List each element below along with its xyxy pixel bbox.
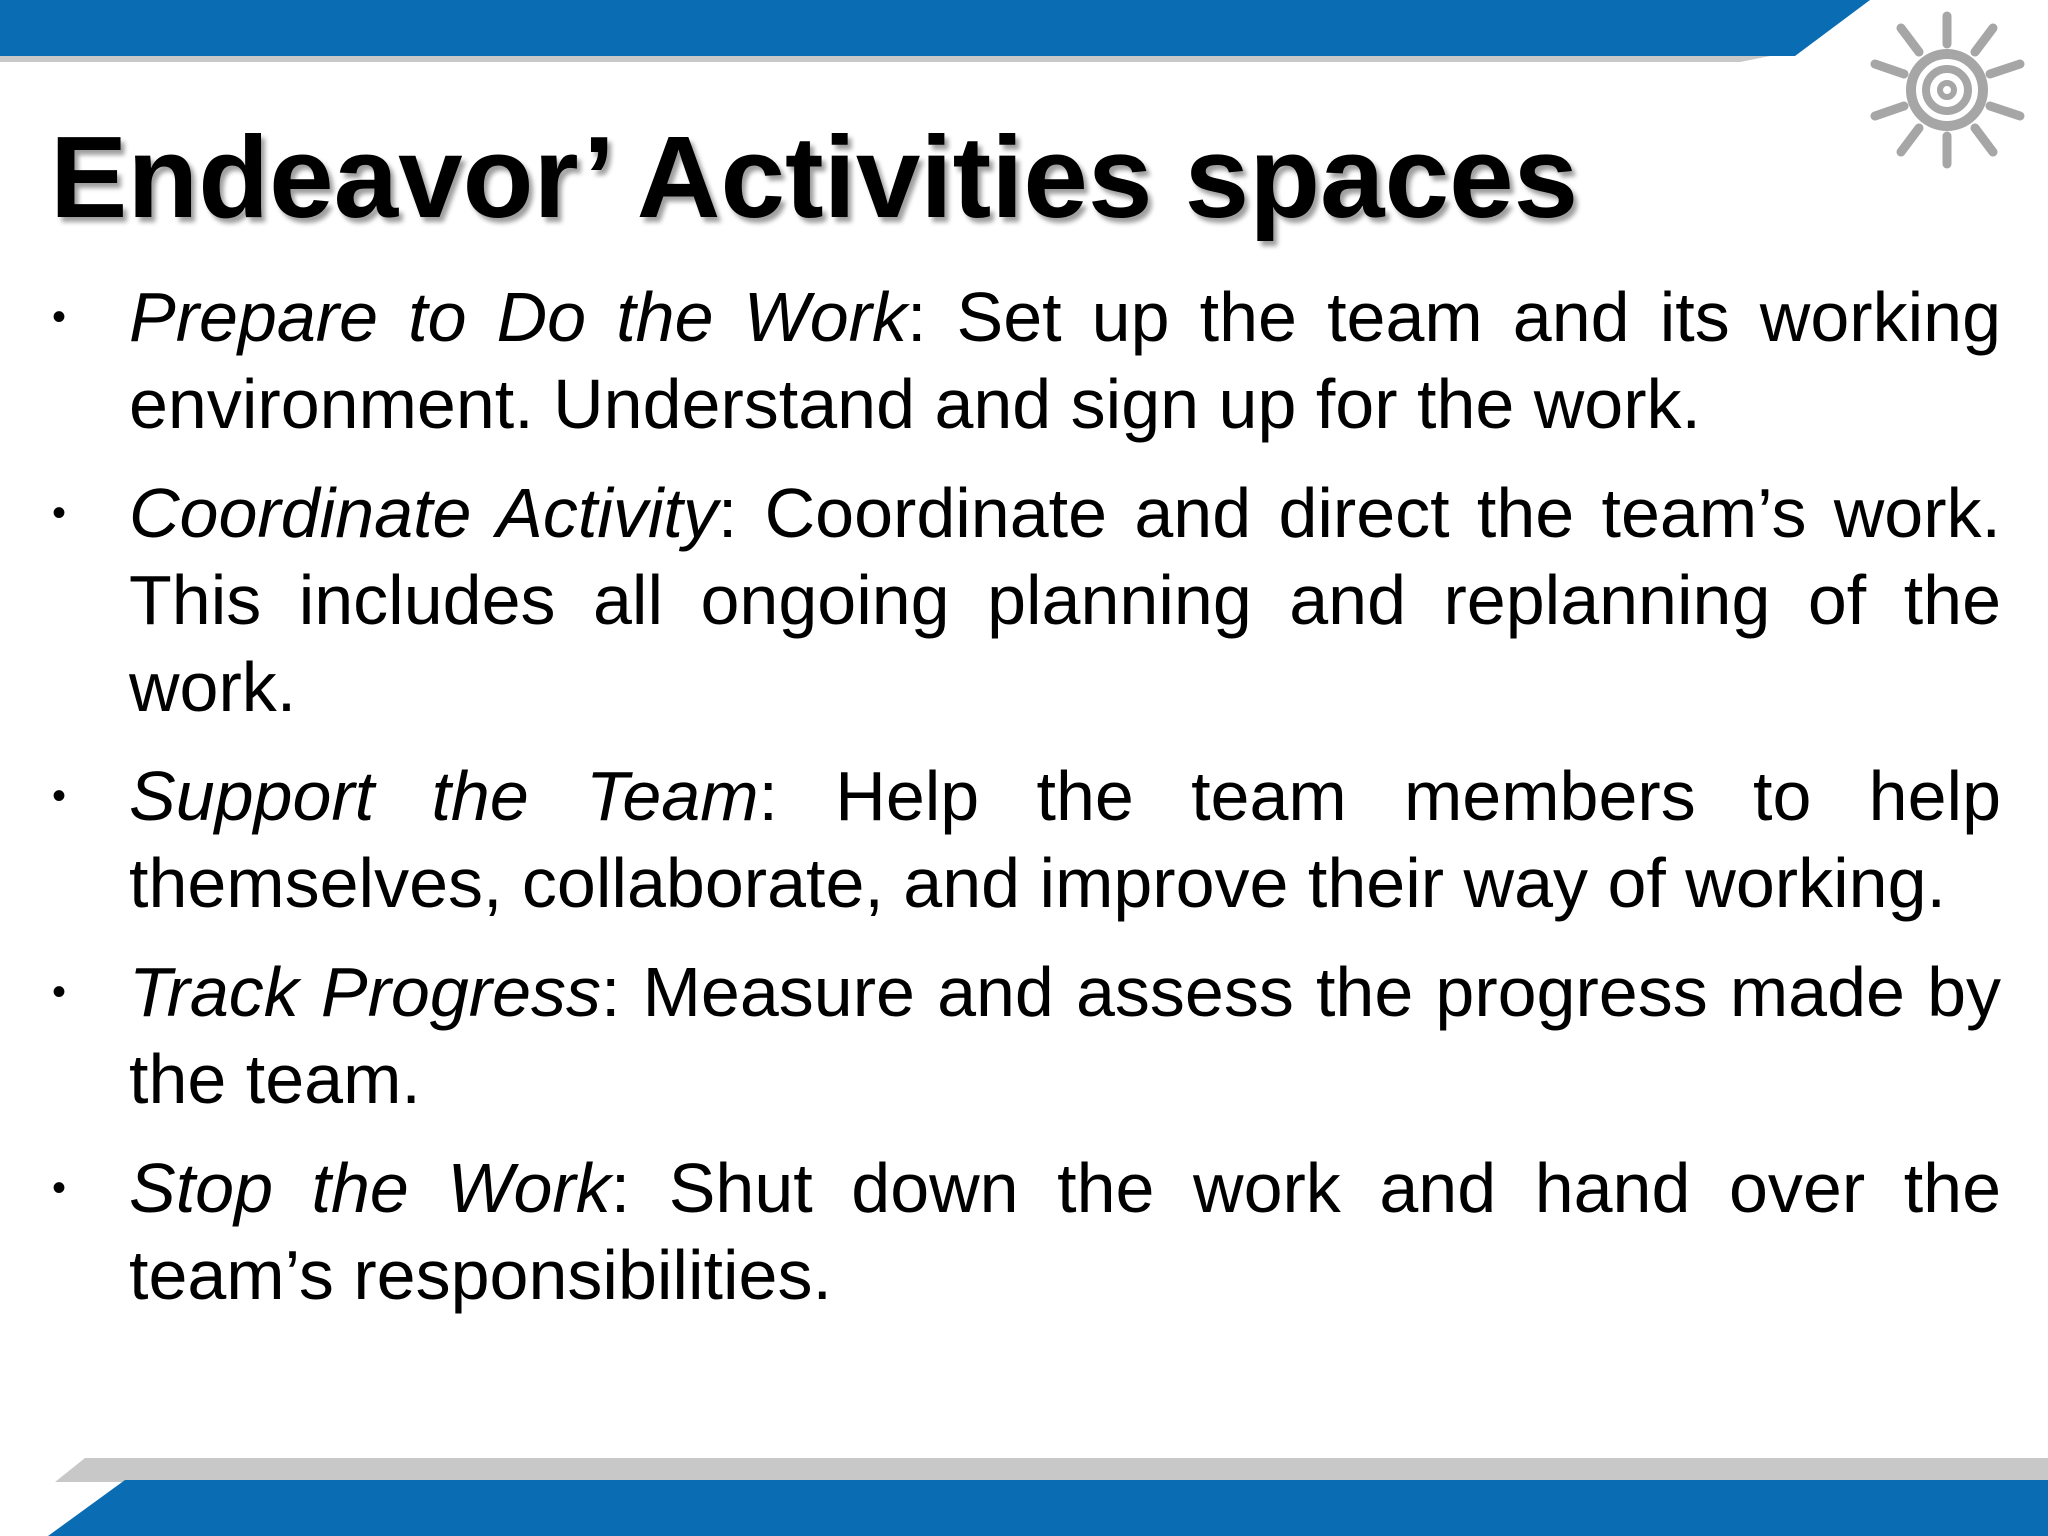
bullet-separator: : (717, 474, 738, 552)
bullet-dot-icon: • (52, 1166, 67, 1210)
bottom-banner-gray-edge (55, 1458, 2048, 1482)
bullet-list (0, 274, 2048, 1341)
bullet-dot-icon: • (52, 491, 67, 535)
bullet-description: Set up the team and its working environment. Understand and sign up for the work. (129, 278, 2002, 443)
bullet-term: Prepare to Do the Work (129, 278, 907, 356)
bullet-description: Coordinate and direct the team’s work. This includes all ongoing planning and replanning of the work. (129, 474, 2001, 726)
bullet-separator: : (610, 1149, 631, 1227)
bullet-description: Shut down the work and hand over the team’s responsibilities. (129, 1149, 2001, 1314)
bottom-banner (0, 1458, 2048, 1536)
bullet-item (0, 274, 2048, 448)
bullet-dot-icon: • (52, 295, 67, 339)
slide-title: Endeavor’ Activities spaces (50, 112, 1579, 242)
bullet-dot-icon: • (52, 774, 67, 818)
bullet-text (129, 274, 2001, 448)
bullet-text (129, 1145, 2001, 1319)
bullet-description: Measure and assess the progress made by the team. (129, 953, 2001, 1118)
bullet-term: Support the Team (129, 757, 759, 835)
top-banner (0, 0, 2048, 62)
bullet-text (129, 753, 2001, 927)
spiral-sun-icon (1855, 4, 2035, 174)
bullet-separator: : (906, 278, 927, 356)
bullet-description: Help the team members to help themselves, collaborate, and improve their way of working. (129, 757, 2001, 922)
bullet-text (129, 949, 2001, 1123)
bottom-banner-blue (48, 1480, 2048, 1536)
bullet-item (0, 753, 2048, 927)
bullet-item (0, 1145, 2048, 1319)
bullet-term: Stop the Work (129, 1149, 611, 1227)
top-banner-blue (0, 0, 1870, 56)
bullet-term: Track Progress (129, 953, 602, 1031)
bullet-separator: : (758, 757, 778, 835)
bullet-term: Coordinate Activity (129, 474, 718, 552)
bullet-text (129, 470, 2001, 731)
bullet-item (0, 470, 2048, 731)
bullet-separator: : (601, 953, 621, 1031)
bullet-dot-icon: • (52, 970, 67, 1014)
bullet-item (0, 949, 2048, 1123)
